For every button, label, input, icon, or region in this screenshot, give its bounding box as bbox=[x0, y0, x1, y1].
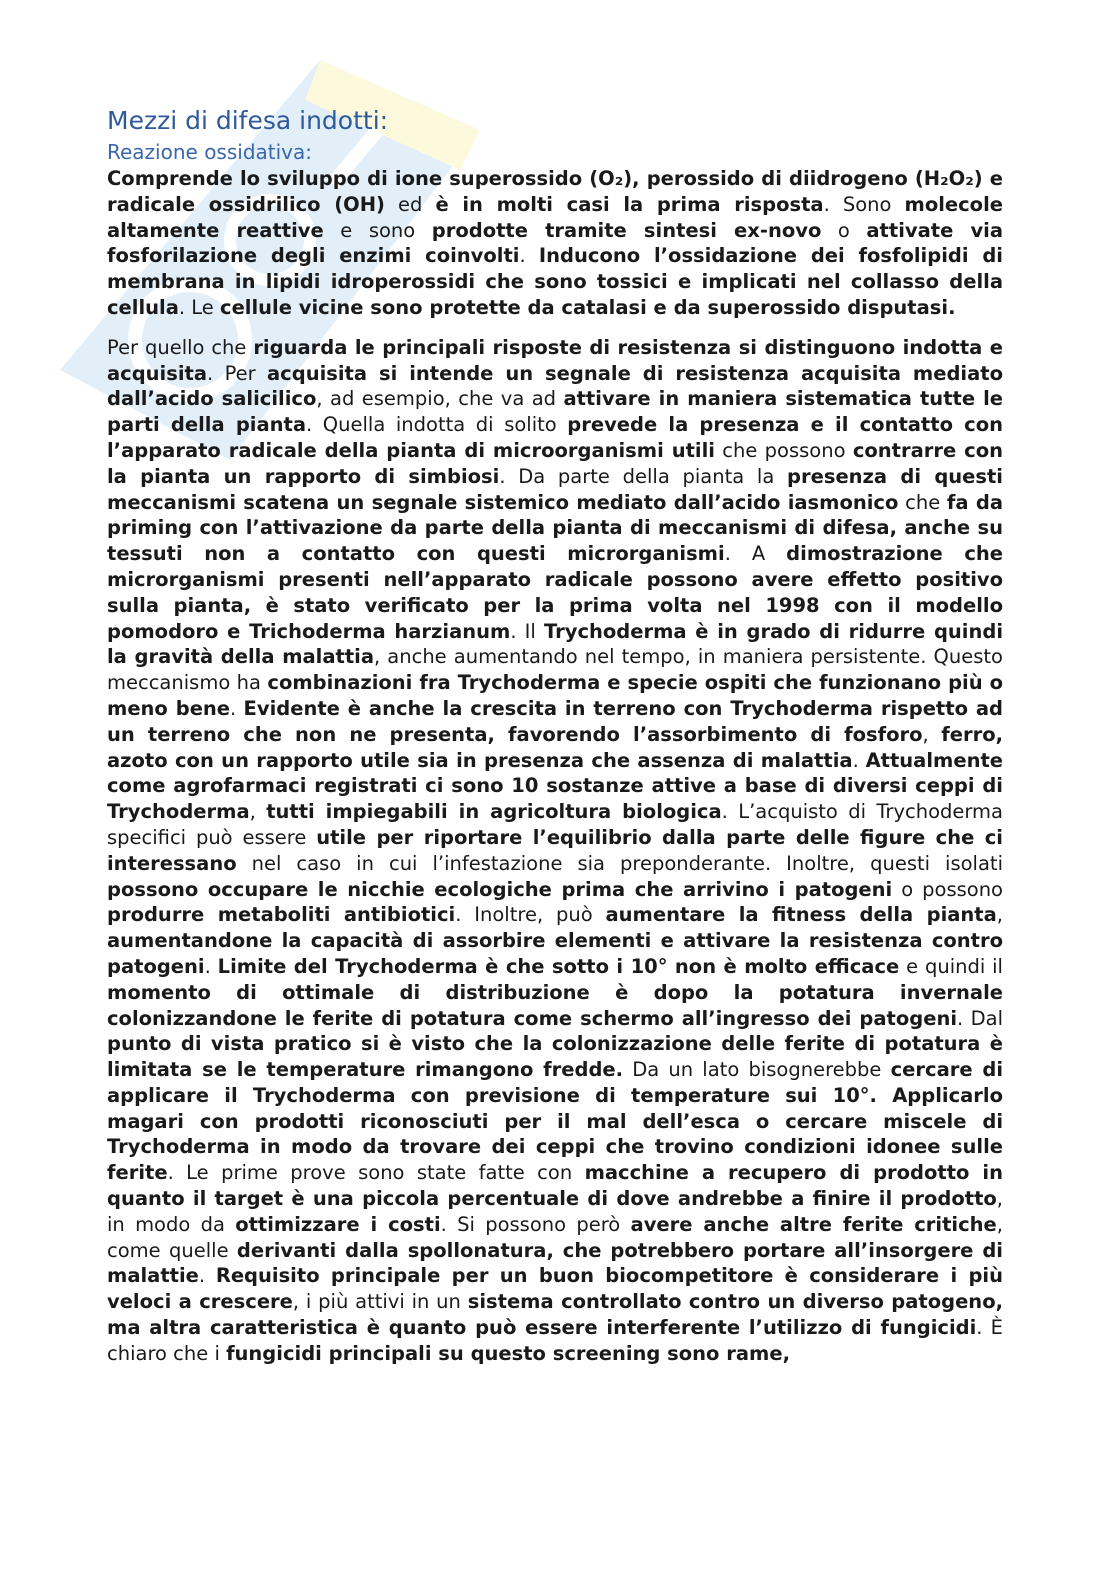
para2-run: possono occupare le nicchie ecologiche prima che arrivino i patogeni bbox=[107, 877, 893, 901]
para1-run: Comprende lo sviluppo di ione superossido (O₂), perossido di diidrogeno (H₂O₂) e radicale ossidrilico (OH) bbox=[107, 167, 1003, 216]
para2-run: . bbox=[230, 696, 244, 720]
para2-run: sistema controllato contro un diverso patogeno, ma altra caratteristica è quanto può essere interferente l’utilizzo di fungicidi bbox=[107, 1290, 1003, 1340]
para2-run: , ad esempio, che va ad bbox=[316, 387, 564, 411]
para2-run: ottimizzare i costi bbox=[235, 1212, 441, 1236]
para2-run: punto di vista pratico si è visto che la colonizzazione delle ferite di potatura è limitata se le temperature rimangono fredde. bbox=[107, 1032, 1003, 1082]
para2-run: . bbox=[852, 748, 866, 772]
para2-run: , i più attivi in un bbox=[292, 1290, 468, 1314]
para2-run: acquisita si intende un segnale di resistenza acquisita mediato dall’acido salicilico bbox=[107, 361, 1003, 411]
para2-run: riguarda le principali risposte di resistenza si distinguono indotta e acquisita bbox=[107, 335, 1003, 385]
para2-run: Per quello che bbox=[107, 335, 254, 359]
para2-run: Da un lato bisognerebbe bbox=[623, 1058, 891, 1082]
para2-run: . bbox=[198, 1264, 216, 1288]
para1-run: e sono bbox=[323, 218, 432, 242]
para2-run: che bbox=[898, 490, 947, 514]
para2-run: attivare in maniera sistematica tutte le parti della pianta bbox=[107, 387, 1003, 437]
para2-run: nel caso in cui l’infestazione sia preponderante. Inoltre, questi isolati bbox=[236, 851, 1003, 875]
para2-run: dimostrazione che microrganismi presenti nell’apparato radicale possono avere effetto positivo sulla pianta, è stato verificato per la prima volta nel 1998 con il modello pomodoro e Trichoderma harzianum bbox=[107, 542, 1003, 643]
para2-run: cercare di applicare il Trychoderma con previsione di temperature sui 10°. Applicarlo magari con prodotti riconosciuti per il mal dell’esca o cercare miscele di Trychoderma in modo da trovare dei ceppi che trovino condizioni idonee sulle ferite bbox=[107, 1058, 1003, 1185]
section-subtitle: Reazione ossidativa: bbox=[107, 140, 312, 164]
para1-run: . Sono bbox=[823, 192, 905, 216]
para2-run: fa da priming con l’attivazione da parte della pianta di meccanismi di difesa, anche su tessuti non a contatto con questi microrganismi bbox=[107, 490, 1003, 566]
para2-run: , bbox=[996, 903, 1003, 927]
para2-run: o possono bbox=[892, 877, 1003, 901]
para2-run: momento di ottimale di distribuzione è dopo la potatura invernale colonizzandone le ferite di potatura come schermo all’ingresso dei patogeni bbox=[107, 980, 1003, 1030]
paragraph-resistance bbox=[107, 335, 1003, 1367]
para1-run: attivate via fosforilazione degli enzimi coinvolti bbox=[107, 218, 1003, 268]
para2-run: derivanti dalla spollonatura, che potrebbero portare all’insorgere di malattie bbox=[107, 1238, 1003, 1288]
para1-run: prodotte tramite sintesi ex-novo bbox=[431, 218, 822, 242]
para2-run: utile per riportare l’equilibrio dalla parte delle figure che ci interessano bbox=[107, 825, 1003, 875]
para2-run: , in modo da bbox=[107, 1187, 1003, 1236]
para2-run: . Quella indotta di solito bbox=[306, 413, 568, 437]
para2-run: . Il bbox=[510, 619, 544, 643]
para2-run: Evidente è anche la crescita in terreno con Trychoderma rispetto ad un terreno che non ne presenta, favorendo l’assorbimento di fosforo bbox=[107, 696, 1003, 746]
para2-run: macchine a recupero di prodotto in quanto il target è una piccola percentuale di dove andrebbe a finire il prodotto bbox=[107, 1161, 1003, 1211]
para2-run: . Le prime prove sono state fatte con bbox=[167, 1161, 585, 1185]
para2-run: . A bbox=[724, 542, 787, 566]
paragraph-oxidative-reaction bbox=[107, 166, 1003, 321]
para2-run: aumentare la fitness della pianta bbox=[605, 903, 997, 927]
para2-run: tutti impiegabili in agricoltura biologica bbox=[266, 800, 722, 824]
para2-run: , bbox=[922, 722, 942, 746]
para2-run: avere anche altre ferite critiche bbox=[630, 1212, 997, 1236]
para2-run: combinazioni fra Trychoderma e specie ospiti che funzionano più o meno bene bbox=[107, 671, 1003, 720]
para2-run: . L’acquisto di Trychoderma specifici può essere bbox=[107, 800, 1003, 849]
para2-run: e quindi il bbox=[899, 954, 1003, 978]
para1-run: ed bbox=[384, 192, 436, 216]
para2-run: Requisito principale per un buon biocompetitore è considerare i più veloci a crescere bbox=[107, 1264, 1003, 1314]
para2-run: produrre metaboliti antibiotici bbox=[107, 903, 456, 927]
para2-run: . Si possono però bbox=[440, 1212, 631, 1236]
para2-run: fungicidi principali su questo screening sono rame, bbox=[226, 1341, 790, 1365]
para1-run: Inducono l’ossidazione dei fosfolipidi di membrana in lipidi idroperossidi che sono tossici e implicati nel collasso della cellula bbox=[107, 244, 1003, 319]
para2-run: . Dal bbox=[957, 1006, 1003, 1030]
para2-run: Limite del Trychoderma è che sotto i 10° non è molto efficace bbox=[217, 954, 900, 978]
para2-run: aumentandone la capacità di assorbire elementi e attivare la resistenza contro patogeni bbox=[107, 929, 1003, 978]
para2-run: , come quelle bbox=[107, 1212, 1003, 1262]
para2-run: ferro, azoto con un rapporto utile sia in presenza che assenza di malattia bbox=[107, 722, 1004, 772]
para2-run: che possono bbox=[714, 438, 853, 462]
para2-run: . Da parte della pianta la bbox=[499, 464, 788, 488]
document-page bbox=[107, 104, 1003, 1367]
para2-run: presenza di questi meccanismi scatena un segnale sistemico mediato dall’acido iasmonico bbox=[107, 464, 1003, 514]
para1-run: . bbox=[519, 244, 539, 268]
para2-run: , anche aumentando nel tempo, in maniera persistente. Questo meccanismo ha bbox=[107, 645, 1003, 695]
para2-run: . bbox=[204, 954, 218, 978]
para2-run: prevede la presenza e il contatto con l’apparato radicale della pianta di microorganismi utili bbox=[107, 413, 1003, 462]
para2-run: Attualmente come agrofarmaci registrati ci sono 10 sostanze attive a base di diversi ceppi di Trychoderma bbox=[107, 748, 1003, 824]
para1-run: o bbox=[821, 218, 867, 242]
para2-run: , bbox=[249, 800, 267, 824]
para2-run: . Inoltre, può bbox=[455, 903, 606, 927]
para2-run: . È chiaro che i bbox=[107, 1316, 1003, 1365]
para2-run: . Per bbox=[207, 361, 268, 385]
section-title: Mezzi di difesa indotti: bbox=[107, 106, 389, 135]
para2-run: contrarre con la pianta un rapporto di simbiosi bbox=[107, 438, 1003, 488]
para1-run: molecole altamente reattive bbox=[107, 192, 1003, 242]
para1-run: . Le bbox=[178, 295, 221, 319]
para1-run: è in molti casi la prima risposta bbox=[435, 192, 824, 216]
para1-run: cellule vicine sono protette da catalasi e da superossido disputasi. bbox=[220, 295, 956, 319]
para2-run: Trychoderma è in grado di ridurre quindi la gravità della malattia bbox=[107, 619, 1004, 669]
